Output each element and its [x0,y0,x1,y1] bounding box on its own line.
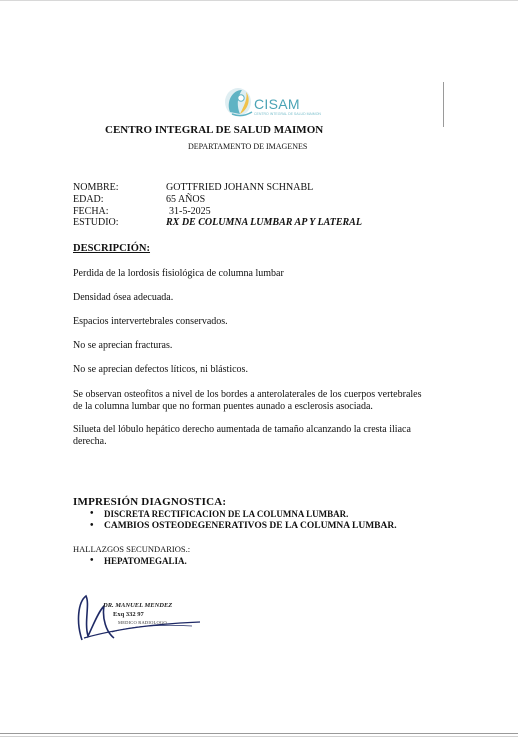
signature-number: Exq 332 97 [113,611,144,618]
bottom-border [0,733,518,734]
name-value: GOTTFRIED JOHANN SCHNABL [166,182,314,193]
signature-name: DR. MANUEL MENDEZ [103,602,173,609]
study-value: RX DE COLUMNA LUMBAR AP Y LATERAL [166,217,362,228]
study-row [73,217,362,228]
logo-subtext: CENTRO INTEGRAL DE SALUD MAIMON [254,112,321,116]
center-name: CENTRO INTEGRAL DE SALUD MAIMON [105,124,324,136]
age-label: EDAD: [73,194,104,205]
date-label: FECHA: [73,206,109,217]
secondary-findings-title: HALLAZGOS SECUNDARIOS.: [73,544,191,554]
logo-text: CISAM [254,96,300,112]
study-label: ESTUDIO: [73,217,119,228]
finding-liver: Silueta del lóbulo hepático derecho aumentada de tamaño alcanzando la cresta iliaca derecha. [73,424,411,447]
impression-item: • CAMBIOS OSTEODEGENERATIVOS DE LA COLUMNA LUMBAR. [90,520,397,532]
finding-lesions: No se aprecian defectos líticos, ni blásticos. [73,364,248,375]
finding-density: Densidad ósea adecuada. [73,292,174,303]
signature-title: MEDICO RADIOLOGO [118,620,167,625]
bottom-border-secondary [0,736,518,737]
secondary-item: • HEPATOMEGALIA. [90,555,187,567]
finding-fractures: No se aprecian fracturas. [73,340,173,351]
description-title: DESCRIPCIÓN: [73,243,151,254]
age-value: 65 AÑOS [166,194,206,205]
patient-date-row [73,206,211,217]
patient-name-row [73,182,313,193]
impression-item: • DISCRETA RECTIFICACION DE LA COLUMNA LUMBAR. [90,508,397,520]
name-label: NOMBRE: [73,182,119,193]
secondary-findings-list [90,555,187,567]
finding-spaces: Espacios intervertebrales conservados. [73,316,228,327]
department-name: DEPARTAMENTO DE IMAGENES [188,142,308,151]
vertical-rule [443,82,444,127]
top-border [0,0,518,1]
patient-age-row [73,194,205,205]
date-value: 31-5-2025 [169,206,211,217]
finding-lordosis: Perdida de la lordosis fisiológica de columna lumbar [73,268,284,279]
impression-title: IMPRESIÓN DIAGNOSTICA: [73,496,227,508]
finding-osteophytes: Se observan osteofitos a nivel de los bordes a anterolaterales de los cuerpos vertebrales de la columna lumbar que no forman puentes aunado a esclerosis asociada. [73,389,422,412]
impression-list [90,508,397,532]
